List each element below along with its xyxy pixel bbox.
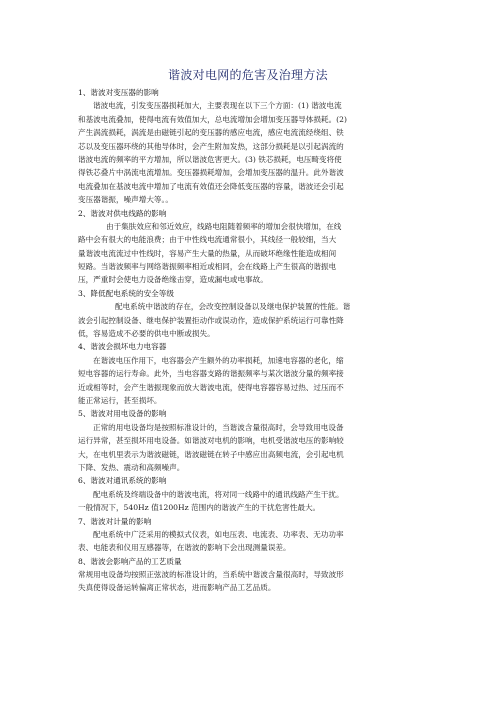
- document-body: [78, 86, 420, 595]
- paragraph-line: 常规用电设备均按照正弦波的标准设计的，当系统中谐波含量很高时，导致波形: [78, 570, 344, 580]
- paragraph-line: 一般情况下，540Hz 值1200Hz 范围内的谐波产生的干扰危害性最大。: [78, 503, 321, 513]
- paragraph-line: 下降、发热、震动和高频噪声。: [78, 462, 185, 472]
- paragraph-line: 能正常运行，甚至损坏。: [78, 395, 162, 405]
- paragraph-line: 路中会有很大的电能浪费；由于中性线电流通常很小，其线径一般较细，当大: [78, 235, 337, 245]
- paragraph-line: 和基波电流叠加，使得电流有效值加大，总电流增加会增加变压器导体损耗。(2): [78, 114, 347, 124]
- paragraph-line: 表、电能表和仪用互感器等，在谐波的影响下会出现测量误差。: [78, 543, 291, 553]
- paragraph-line: 得铁芯叠片中涡流电流增加。变压器损耗增加，会增加变压器的温升。此外谐波: [78, 168, 344, 178]
- paragraph-line: 配电系统中广泛采用的模拟式仪表，如电压表、电流表、功率表、无功功率: [93, 529, 344, 539]
- paragraph-line: 失真使得设备运转偏离正常状态，进而影响产品工艺品质。: [78, 583, 276, 593]
- paragraph-line: 正常的用电设备均是按照标准设计的，当谐波含量很高时，会导致用电设备: [93, 422, 344, 432]
- paragraph-line: 量谐波电流流过中性线时，容易产生大量的热量，从而破坏绝缘性能造成相间: [78, 248, 337, 258]
- paragraph-line: 短电容器的运行寿命。此外，当电容器支路的谐振频率与某次谐波分量的频率接: [78, 369, 344, 379]
- section-heading: 2、谐波对供电线路的影响: [78, 208, 167, 218]
- section-heading: 7、谐波对计量的影响: [78, 516, 152, 526]
- document-title: 谐波对电网的危害及治理方法: [168, 68, 328, 82]
- paragraph-line: 配电系统中谐波的存在，会改变控制设备以及继电保护装置的性能。谐: [115, 302, 351, 312]
- section-heading: 6、谐波对通讯系统的影响: [78, 476, 167, 486]
- section-heading: 1、谐波对变压器的影响: [78, 88, 159, 97]
- paragraph-line: 大，在电机里表示为谐波磁链，谐波磁链在转子中感应出高频电流，会引起电机: [78, 449, 344, 459]
- paragraph-line: 近或相等时，会产生谐振现象而放大谐波电流，使得电容器容易过热、过压而不: [78, 382, 344, 392]
- paragraph-line: 运行异常，甚至损坏用电设备。如谐波对电机的影响，电机受谐波电压的影响较: [78, 436, 344, 446]
- paragraph-line: 谐波电流的频率的平方增加，所以谐波危害更大。(3) 铁芯损耗，电压畸变将使: [78, 154, 342, 164]
- paragraph-line: 由于集肤效应和邻近效应，线路电阻随着频率的增加会很快增加，在线: [106, 221, 342, 231]
- section-heading: 4、谐波会损坏电力电容器: [78, 342, 167, 352]
- paragraph-line: 低，容易造成不必要的供电中断或损失。: [78, 329, 215, 339]
- paragraph-line: 变压器谐振，噪声增大等。。: [78, 195, 173, 205]
- paragraph-line: 电流叠加在基波电流中增加了电流有效值还会降低变压器的容量，谐波还会引起: [78, 181, 344, 191]
- paragraph-line: 在谐波电压作用下，电容器会产生额外的功率损耗，加速电容器的老化，缩: [93, 355, 344, 365]
- section-heading: 5、谐波对用电设备的影响: [78, 409, 167, 419]
- paragraph-line: 谐波电流，引发变压器损耗加大，主要表现在以下三个方面：(1) 谐波电流: [93, 101, 342, 111]
- paragraph-line: 波会引起控制设备、继电保护装置拒动作或误动作，造成保护系统运行可靠性降: [78, 315, 344, 325]
- section-heading: 8、谐波会影响产品的工艺质量: [78, 556, 182, 566]
- paragraph-line: 压，严重时会使电力设备绝缘击穿，造成漏电或电事故。: [78, 275, 268, 285]
- paragraph-line: 短路。当谐波频率与网络谐振频率相近或相同，会在线路上产生很高的谐振电: [78, 262, 337, 272]
- section-heading: 3、降低配电系统的安全等级: [78, 288, 174, 298]
- paragraph-line: 配电系统及终端设备中的谐波电流，将对同一线路中的通讯线路产生干扰。: [93, 489, 344, 499]
- paragraph-line: 产生涡流损耗，涡流是由磁链引起的变压器的感应电流，感应电流流经绕组、铁: [78, 128, 344, 138]
- paragraph-line: 芯以及变压器环绕的其他导体时，会产生附加发热，这部分损耗是以引起涡流的: [78, 141, 344, 151]
